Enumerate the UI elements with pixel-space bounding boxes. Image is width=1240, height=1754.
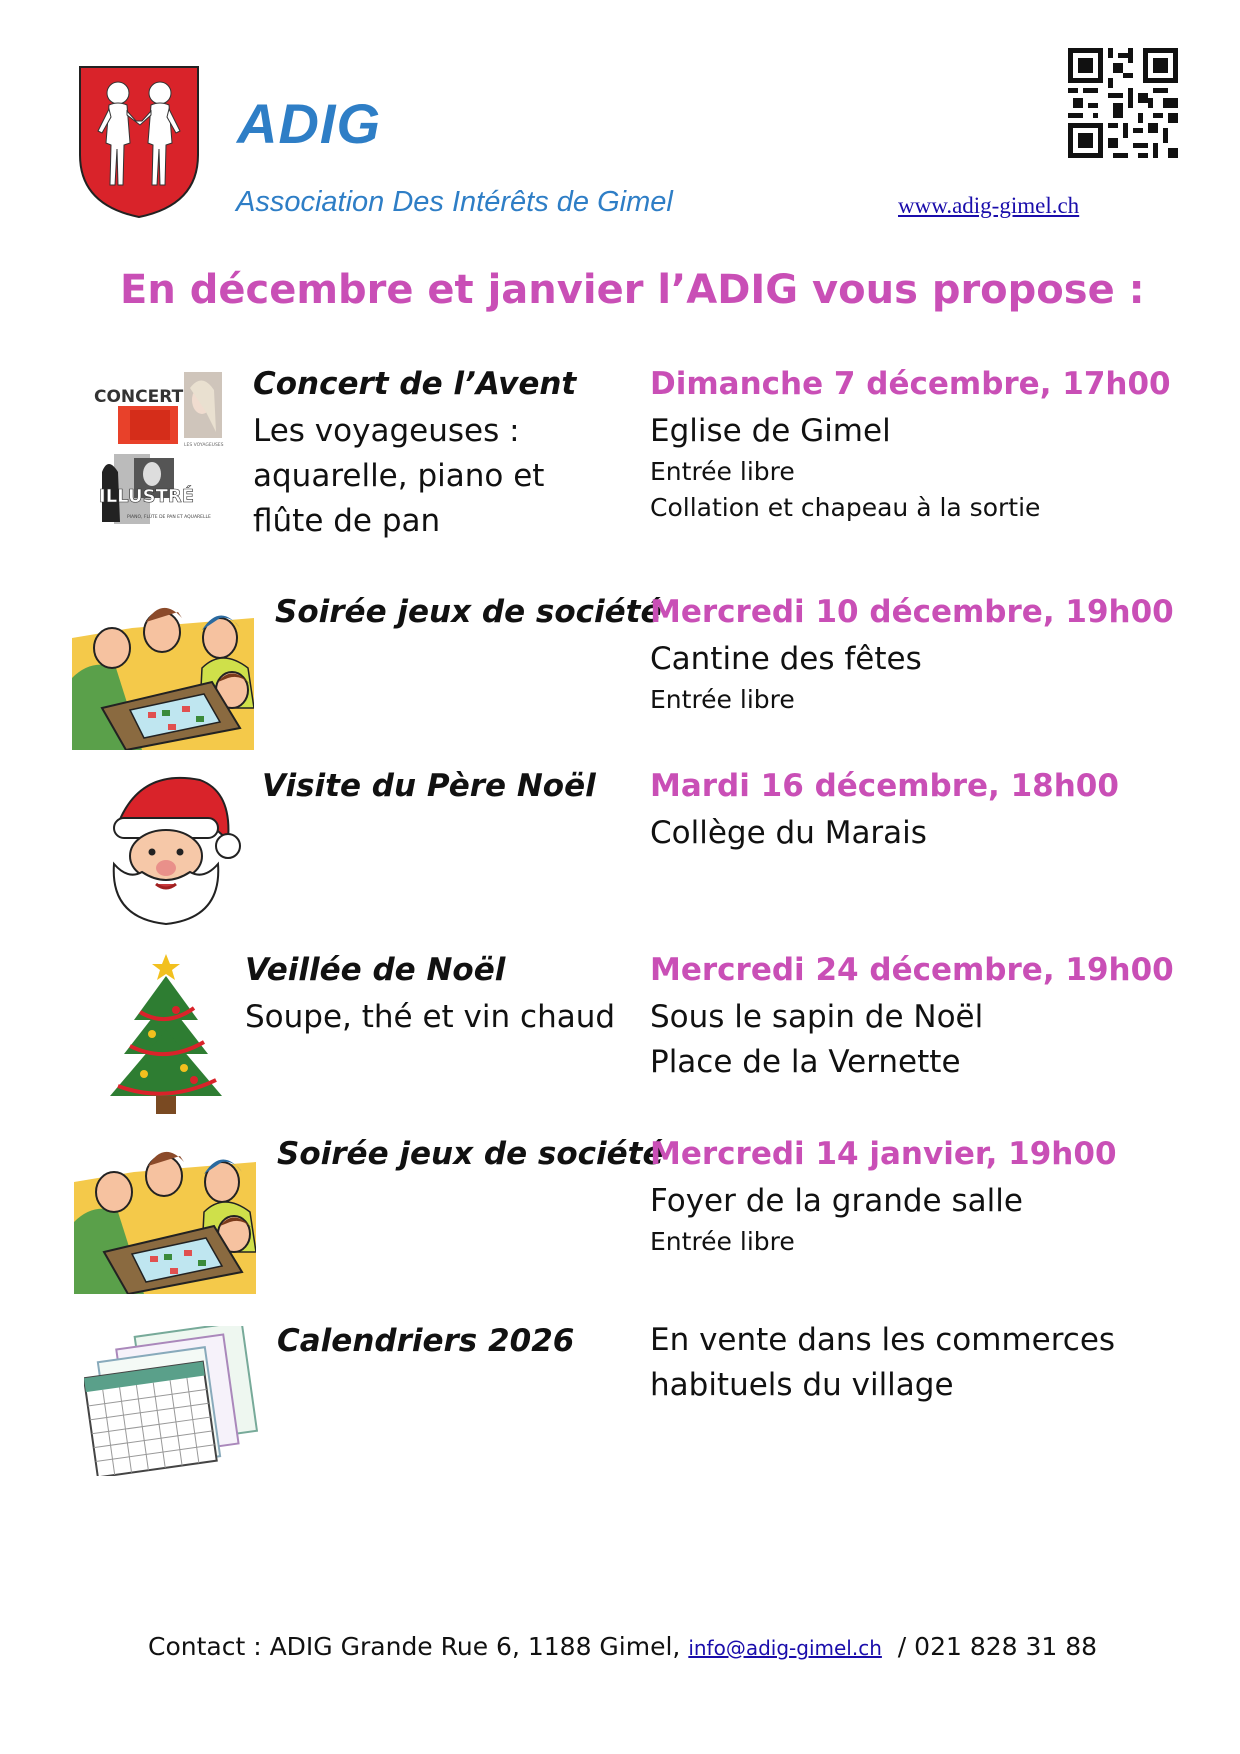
event-place: Collège du Marais [650,815,927,852]
event-title: Visite du Père Noël [262,768,596,804]
event-description: flûte de pan [253,503,441,540]
event-christmas-eve-details [650,952,1174,1085]
event-place: Sous le sapin de Noël [650,999,984,1036]
website-link[interactable]: www.adig-gimel.ch [898,193,1080,218]
calendar-icon [84,1326,262,1476]
contact-line [148,1632,1097,1661]
event-description: aquarelle, piano et [253,458,545,495]
event-note: Entrée libre [650,1227,795,1257]
event-board-games-january-details [650,1136,1117,1260]
concert-poster-image [94,372,224,542]
event-date: Mercredi 24 décembre, 19h00 [650,952,1174,988]
board-game-icon [74,1142,256,1294]
board-game-icon [72,598,254,750]
event-description: Soupe, thé et vin chaud [245,999,616,1036]
event-place: En vente dans les commerces [650,1322,1116,1358]
event-note: Collation et chapeau à la sortie [650,493,1041,523]
christmas-tree-icon [104,950,228,1120]
event-board-games-december [275,594,662,631]
event-calendars-details [650,1318,1115,1408]
event-note: Entrée libre [650,457,795,487]
contact-address: Contact : ADIG Grande Rue 6, 1188 Gimel, [148,1632,681,1661]
poster-performers-label: LES VOYAGEUSES [184,443,224,448]
qr-code-icon [1068,48,1178,158]
event-calendars [277,1323,574,1360]
event-title: Concert de l’Avent [253,366,577,402]
event-description: Les voyageuses : [253,413,520,450]
event-place: Place de la Vernette [650,1044,961,1081]
event-concert [253,366,576,544]
org-name: ADIG [237,92,381,155]
poster-concert-label: CONCERT [94,387,184,407]
contact-phone: / 021 828 31 88 [897,1632,1098,1661]
event-title: Soirée jeux de société [275,594,662,630]
event-place: Eglise de Gimel [650,413,891,450]
event-note: Entrée libre [650,685,795,715]
event-title: Veillée de Noël [245,952,506,988]
page-headline: En décembre et janvier l’ADIG vous propose : [120,267,1145,313]
gimel-crest-icon [78,65,200,219]
event-date: Mercredi 10 décembre, 19h00 [650,594,1174,630]
event-place: habituels du village [650,1366,954,1403]
poster-instruments-label: PIANO, FLÛTE DE PAN ET AQUARELLE [127,515,211,520]
event-christmas-eve [245,952,615,1040]
event-place: Foyer de la grande salle [650,1183,1023,1220]
event-date: Mercredi 14 janvier, 19h00 [650,1136,1117,1172]
event-date: Dimanche 7 décembre, 17h00 [650,366,1171,402]
event-concert-details [650,366,1171,527]
event-board-games-december-details [650,594,1174,718]
event-place: Cantine des fêtes [650,641,922,678]
poster-illustre-label: ILLUSTRÉ [99,486,195,507]
event-title: Calendriers 2026 [277,1323,575,1359]
event-title: Soirée jeux de société [277,1136,664,1172]
santa-claus-icon [100,768,242,928]
event-date: Mardi 16 décembre, 18h00 [650,768,1119,804]
event-santa-visit [262,768,596,805]
contact-email-link[interactable]: info@adig-gimel.ch [688,1636,882,1660]
org-full-name: Association Des Intérêts de Gimel [236,186,673,218]
event-santa-visit-details [650,768,1119,856]
event-board-games-january [277,1136,664,1173]
